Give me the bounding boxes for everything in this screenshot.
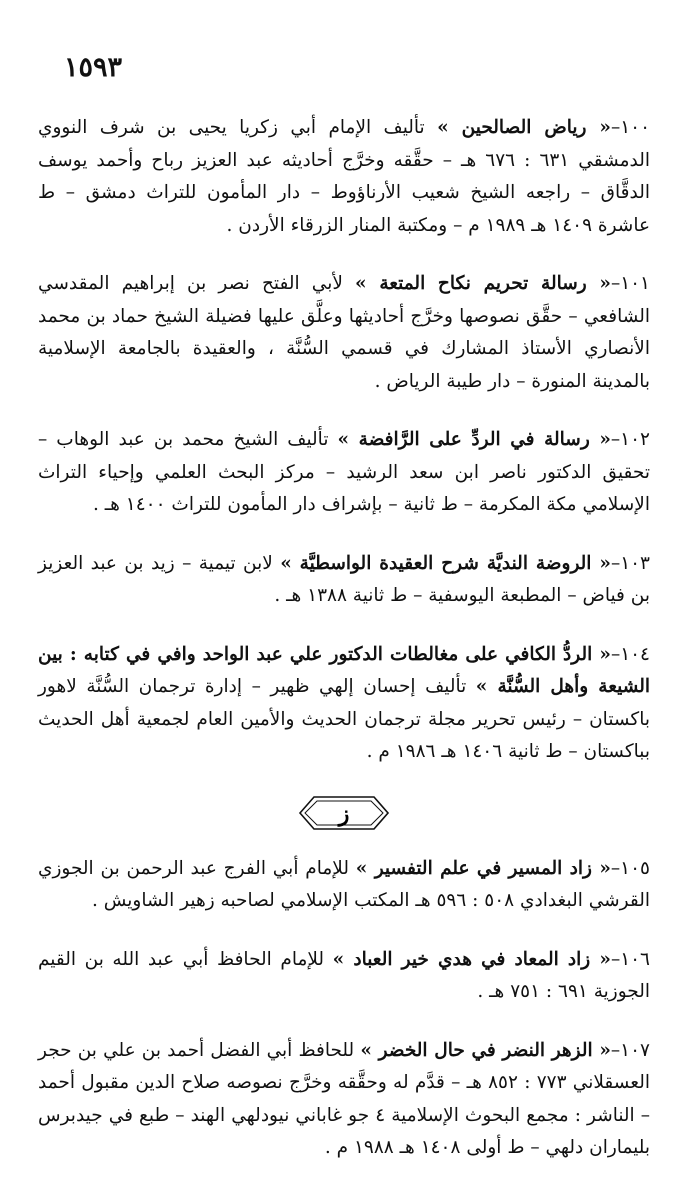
section-frame — [296, 793, 392, 833]
entry-number: ١٠١– — [610, 273, 650, 294]
entry-body: لابن تيمية – زيد بن عبد العزيز بن فياض – المطبعة اليوسفية – ط ثانية ١٣٨٨ هـ . — [38, 552, 650, 606]
entry-title: « الروضة النديَّة شرح العقيدة الواسطيَّة » — [280, 552, 611, 574]
entry-title: « رياض الصالحين » — [437, 117, 611, 138]
entry-number: ١٠٥– — [610, 857, 650, 879]
page-number: ١٥٩٣ — [64, 52, 123, 83]
entry-title: « زاد المعاد في هدي خير العباد » — [332, 948, 611, 970]
entry-number: ١٠٧– — [610, 1039, 650, 1061]
entry-title: « زاد المسير في علم التفسير » — [355, 857, 611, 879]
entry-number: ١٠٢– — [610, 429, 650, 450]
bibliography-entry-106 — [38, 944, 650, 1009]
bibliography-entry-101 — [38, 268, 650, 398]
entry-title: « الردُّ الكافي على مغالطات الدكتور علي عبد الواحد وافي في كتابه : بين الشيعة وأهل السُّنَّة » — [38, 643, 650, 697]
entry-body: تأليف الشيخ محمد بن عبد الوهاب – تحقيق الدكتور ناصر ابن سعد الرشيد – مركز البحث العلمي وإحياء التراث الإسلامي مكة المكرمة – ط ثانية – بإشراف دار المأمون للتراث ١٤٠٠ هـ . — [38, 429, 650, 515]
entry-title: « رسالة في الردِّ على الرَّافضة » — [337, 429, 611, 450]
bibliography-list — [38, 112, 650, 1191]
section-divider — [38, 793, 650, 833]
section-letter: ز — [338, 800, 350, 827]
entry-body: للحافظ أبي الفضل أحمد بن علي بن حجر العسقلاني ٧٧٣ : ٨٥٢ هـ – قدَّم له وحقَّقه وخرَّج نصوصه صلاح الدين مقبول أحمد – الناشر : مجمع البحوث الإسلامية ٤ جو غاباني نيودلهي الهند – طبع في جيدبرس بليماران دلهي – ط أولى ١٤٠٨ هـ ١٩٨٨ م . — [38, 1039, 651, 1158]
entry-body: تأليف إحسان إلهي ظهير – إدارة ترجمان السُّنَّة لاهور باكستان – رئيس تحرير مجلة ترجمان الحديث والأمين العام لجمعية أهل الحديث بباكستان – ط ثانية ١٤٠٦ هـ ١٩٨٦ م . — [38, 676, 650, 762]
bibliography-entry-100 — [38, 112, 650, 242]
bibliography-entry-102 — [38, 424, 650, 522]
entry-body: لأبي الفتح نصر بن إبراهيم المقدسي الشافعي – حقَّق نصوصها وخرَّج أحاديثها وعلَّق عليها فضيلة الشيخ حماد بن محمد الأنصاري الأستاذ المشارك في قسمي السُّنَّة ، والعقيدة بالجامعة الإسلامية بالمدينة المنورة – دار طيبة الرياض . — [38, 273, 650, 392]
bibliography-entry-103 — [38, 548, 650, 613]
bibliography-entry-107 — [38, 1035, 650, 1165]
entry-body: للإمام الحافظ أبي عبد الله بن القيم الجوزية ٦٩١ : ٧٥١ هـ . — [38, 948, 650, 1002]
entry-number: ١٠٦– — [610, 948, 650, 970]
bibliography-entry-104 — [38, 639, 650, 769]
entry-title: « الزهر النضر في حال الخضر » — [360, 1039, 611, 1061]
entry-body: تأليف الإمام أبي زكريا يحيى بن شرف النووي الدمشقي ٦٣١ : ٦٧٦ هـ – حقَّقه وخرَّج أحاديثه عبد العزيز رباح وأحمد يوسف الدقَّاق – راجعه الشيخ شعيب الأرناؤوط – دار المأمون للتراث دمشق – ط عاشرة ١٤٠٩ هـ ١٩٨٩ م – ومكتبة المنار الزرقاء الأردن . — [38, 117, 650, 236]
entry-number: ١٠٣– — [610, 552, 650, 574]
entry-number: ١٠٠– — [610, 117, 651, 138]
entry-title: « رسالة تحريم نكاح المتعة » — [355, 273, 611, 294]
bibliography-entry-105 — [38, 853, 650, 918]
entry-body: للإمام أبي الفرج عبد الرحمن بن الجوزي القرشي البغدادي ٥٠٨ : ٥٩٦ هـ المكتب الإسلامي لصاحبه زهير الشاويش . — [38, 857, 650, 911]
entry-number: ١٠٤– — [610, 643, 650, 665]
